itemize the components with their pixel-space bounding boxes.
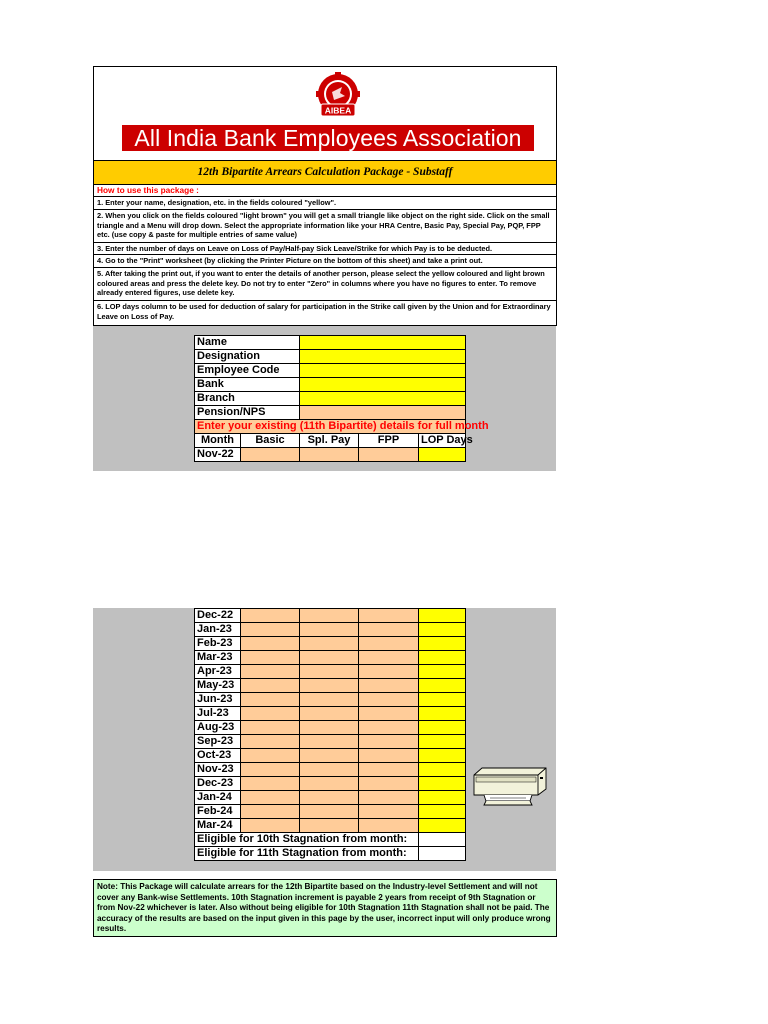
employee-details-table [194,335,489,462]
lop-days-input[interactable] [419,763,466,777]
printer-icon[interactable] [470,765,550,807]
month-row [195,623,466,637]
month-label: Jun-23 [195,693,241,707]
lop-days-input[interactable] [419,777,466,791]
col-header-month: Month [195,434,241,448]
basic-select[interactable] [241,693,300,707]
fpp-select[interactable] [359,623,419,637]
lop-days-input[interactable] [419,651,466,665]
spl-pay-select[interactable] [300,665,359,679]
field-label-branch: Branch [195,392,300,406]
basic-select[interactable] [241,749,300,763]
fpp-select[interactable] [359,805,419,819]
basic-select[interactable] [241,819,300,833]
basic-select[interactable] [241,609,300,623]
month-label: Jul-23 [195,707,241,721]
spl-pay-select[interactable] [300,623,359,637]
eligible-11th-label: Eligible for 11th Stagnation from month: [195,847,419,861]
month-row [195,749,466,763]
fpp-select[interactable] [359,609,419,623]
month-label: Feb-24 [195,805,241,819]
disclaimer-note: Note: This Package will calculate arrears for the 12th Bipartite based on the Industry-level Settlement and will not cover any Bank-wise Settlements. 10th Stagnation increment is payable 2 years from receipt of 9th Stagnation or from Nov-22 whichever is later. Also without being eligible for 10th Stagnation 11th Stagnation shall not be paid. The accuracy of the results are based on the input given in this page by the user, incorrect input will only produce wrong results. [93,879,557,937]
spl-pay-select[interactable] [300,448,359,462]
spl-pay-select[interactable] [300,791,359,805]
basic-select[interactable] [241,707,300,721]
instruction-5: 5. After taking the print out, if you want to enter the details of another person, please select the yellow coloured and light brown coloured areas and press the delete key. Do not try to enter "Zero" in columns where you have no figures to enter. To remove already entered figures, use delete key. [93,267,557,300]
month-row [195,721,466,735]
month-row [195,665,466,679]
field-row-designation [195,350,466,364]
spl-pay-select[interactable] [300,609,359,623]
basic-select[interactable] [241,791,300,805]
month-row [195,693,466,707]
header-box [93,66,557,160]
instruction-6: 6. LOP days column to be used for deduction of salary for participation in the Strike call given by the Union and for Extraordinary Leave on Loss of Pay. [93,300,557,326]
designation-input[interactable] [300,350,466,364]
fpp-select[interactable] [359,721,419,735]
month-label: Nov-22 [195,448,241,462]
basic-select[interactable] [241,763,300,777]
basic-select[interactable] [241,805,300,819]
month-label: Jan-24 [195,791,241,805]
month-row [195,819,466,833]
col-header-fpp: FPP [359,434,419,448]
eligible-10th-input[interactable] [419,833,466,847]
branch-input[interactable] [300,392,466,406]
month-row [195,651,466,665]
fpp-select[interactable] [359,448,419,462]
pension-nps-select[interactable] [300,406,466,420]
spl-pay-select[interactable] [300,805,359,819]
month-label: Aug-23 [195,721,241,735]
month-label: Sep-23 [195,735,241,749]
month-label: Mar-23 [195,651,241,665]
existing-details-notice: Enter your existing (11th Bipartite) details for full month [195,420,466,434]
lop-days-input[interactable] [419,819,466,833]
org-title: All India Bank Employees Association [122,125,534,151]
lop-days-input[interactable] [419,448,466,462]
month-row [195,763,466,777]
basic-select[interactable] [241,735,300,749]
month-label: Dec-23 [195,777,241,791]
col-header-lop-days: LOP Days [419,434,466,448]
basic-select[interactable] [241,679,300,693]
basic-select[interactable] [241,777,300,791]
col-header-basic: Basic [241,434,300,448]
fpp-select[interactable] [359,777,419,791]
basic-select[interactable] [241,623,300,637]
spl-pay-select[interactable] [300,651,359,665]
name-input[interactable] [300,336,466,350]
basic-select[interactable] [241,665,300,679]
eligible-10th-label: Eligible for 10th Stagnation from month: [195,833,419,847]
month-row [195,448,466,462]
month-label: Oct-23 [195,749,241,763]
fpp-select[interactable] [359,707,419,721]
fpp-select[interactable] [359,763,419,777]
field-row-branch [195,392,466,406]
instruction-4: 4. Go to the "Print" worksheet (by clicking the Printer Picture on the bottom of this sheet) and take a print out. [93,254,557,267]
basic-select[interactable] [241,651,300,665]
month-row [195,777,466,791]
spl-pay-select[interactable] [300,777,359,791]
fpp-select[interactable] [359,665,419,679]
month-row [195,637,466,651]
logo-text: AIBEA [324,105,352,116]
spl-pay-select[interactable] [300,637,359,651]
fpp-select[interactable] [359,819,419,833]
field-row-pension [195,406,466,420]
field-label-bank: Bank [195,378,300,392]
spl-pay-select[interactable] [300,679,359,693]
fpp-select[interactable] [359,791,419,805]
package-subtitle: 12th Bipartite Arrears Calculation Package - Substaff [93,160,557,185]
employee-code-input[interactable] [300,364,466,378]
lop-days-input[interactable] [419,679,466,693]
field-label-employee-code: Employee Code [195,364,300,378]
eligible-11th-row [195,847,466,861]
month-label: May-23 [195,679,241,693]
lop-days-input[interactable] [419,609,466,623]
field-label-pension: Pension/NPS [195,406,300,420]
basic-select[interactable] [241,637,300,651]
bank-input[interactable] [300,378,466,392]
spl-pay-select[interactable] [300,721,359,735]
spl-pay-select[interactable] [300,749,359,763]
column-header-row [195,434,466,448]
lop-days-input[interactable] [419,791,466,805]
month-row [195,609,466,623]
field-label-name: Name [195,336,300,350]
instruction-1: 1. Enter your name, designation, etc. in the fields coloured "yellow". [93,196,557,209]
lop-days-input[interactable] [419,805,466,819]
month-row [195,805,466,819]
field-label-designation: Designation [195,350,300,364]
instruction-3: 3. Enter the number of days on Leave on Loss of Pay/Half-pay Sick Leave/Strike for which Pay is to be deducted. [93,242,557,254]
spl-pay-select[interactable] [300,735,359,749]
lop-days-input[interactable] [419,707,466,721]
month-label: Apr-23 [195,665,241,679]
month-row [195,735,466,749]
fpp-select[interactable] [359,679,419,693]
eligible-11th-input[interactable] [419,847,466,861]
field-row-bank [195,378,466,392]
fpp-select[interactable] [359,651,419,665]
lop-days-input[interactable] [419,749,466,763]
fpp-select[interactable] [359,735,419,749]
spl-pay-select[interactable] [300,693,359,707]
lop-days-input[interactable] [419,721,466,735]
eligible-10th-row [195,833,466,847]
spl-pay-select[interactable] [300,819,359,833]
month-label: Feb-23 [195,637,241,651]
col-header-spl-pay: Spl. Pay [300,434,359,448]
lop-days-input[interactable] [419,637,466,651]
instructions-heading: How to use this package : [93,185,557,196]
month-row [195,679,466,693]
instruction-2: 2. When you click on the fields coloured "light brown" you will get a small triangle like object on the right side. Click on the small triangle and a Menu will drop down. Select the appropriate information like your HRA Centre, Basic Pay, Special Pay, PQP, FPP etc. (use copy & paste for multiple entries of same value) [93,209,557,242]
lop-days-input[interactable] [419,735,466,749]
aibea-logo [315,72,361,124]
month-label: Dec-22 [195,609,241,623]
field-row-name [195,336,466,350]
field-row-employee-code [195,364,466,378]
month-label: Nov-23 [195,763,241,777]
lop-days-input[interactable] [419,623,466,637]
fpp-select[interactable] [359,749,419,763]
basic-select[interactable] [241,721,300,735]
lop-days-input[interactable] [419,693,466,707]
spl-pay-select[interactable] [300,707,359,721]
basic-select[interactable] [241,448,300,462]
month-label: Jan-23 [195,623,241,637]
month-row [195,707,466,721]
monthly-details-table [194,608,466,861]
lop-days-input[interactable] [419,665,466,679]
month-row [195,791,466,805]
month-label: Mar-24 [195,819,241,833]
spl-pay-select[interactable] [300,763,359,777]
fpp-select[interactable] [359,637,419,651]
fpp-select[interactable] [359,693,419,707]
